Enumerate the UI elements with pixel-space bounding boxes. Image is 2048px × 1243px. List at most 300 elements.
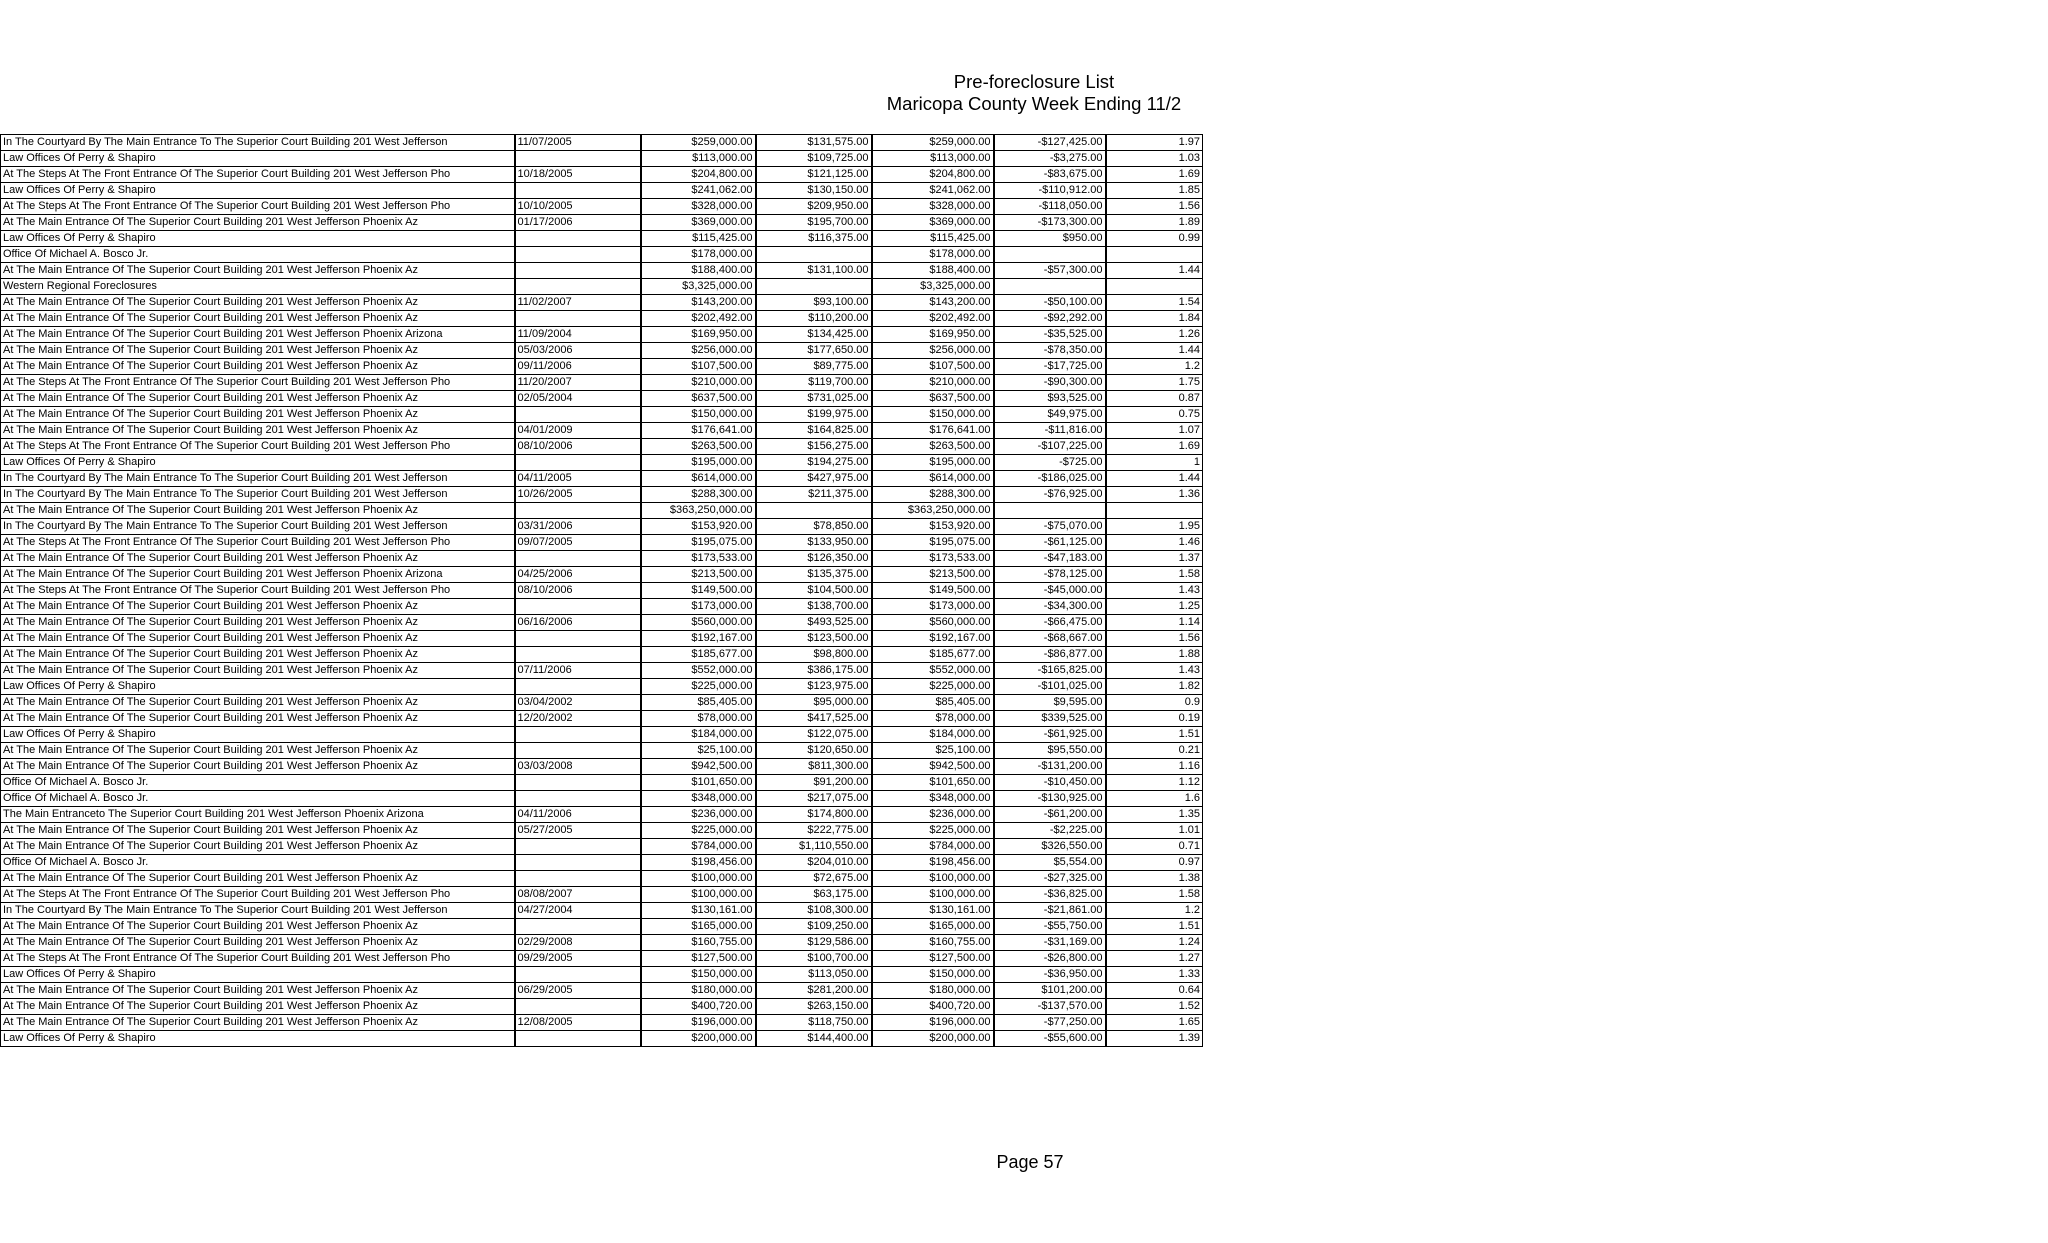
- ratio-cell: 1.2: [1106, 903, 1203, 919]
- value-cell: $199,975.00: [756, 407, 872, 423]
- amount-cell: $195,075.00: [641, 535, 756, 551]
- amount-cell: $369,000.00: [641, 215, 756, 231]
- location-cell: At The Steps At The Front Entrance Of The Superior Court Building 201 West Jefferson Pho: [1, 951, 515, 967]
- table-row: [1, 167, 1203, 183]
- table-row: [1, 471, 1203, 487]
- page-number: Page 57: [996, 1152, 1064, 1172]
- table-row: [1, 567, 1203, 583]
- location-cell: At The Steps At The Front Entrance Of The Superior Court Building 201 West Jefferson Pho: [1, 375, 515, 391]
- location-cell: At The Main Entrance Of The Superior Court Building 201 West Jefferson Phoenix Arizona: [1, 567, 515, 583]
- ratio-cell: 1.36: [1106, 487, 1203, 503]
- date-cell: 11/02/2007: [515, 295, 641, 311]
- page-title: Pre-foreclosure List: [953, 71, 1115, 92]
- value-cell: $811,300.00: [756, 759, 872, 775]
- location-cell: At The Main Entrance Of The Superior Court Building 201 West Jefferson Phoenix Az: [1, 263, 515, 279]
- amount-cell: $400,720.00: [641, 999, 756, 1015]
- ratio-cell: 1.44: [1106, 343, 1203, 359]
- table-row: [1, 343, 1203, 359]
- value-cell: $131,100.00: [756, 263, 872, 279]
- ratio-cell: 0.99: [1106, 231, 1203, 247]
- bid-cell: $169,950.00: [872, 327, 994, 343]
- table-row: [1, 455, 1203, 471]
- difference-cell: -$17,725.00: [994, 359, 1106, 375]
- table-row: [1, 199, 1203, 215]
- ratio-cell: 1.25: [1106, 599, 1203, 615]
- amount-cell: $259,000.00: [641, 135, 756, 151]
- date-cell: 04/25/2006: [515, 567, 641, 583]
- value-cell: $156,275.00: [756, 439, 872, 455]
- difference-cell: $101,200.00: [994, 983, 1106, 999]
- bid-cell: $143,200.00: [872, 295, 994, 311]
- table-row: [1, 279, 1203, 295]
- table-row: [1, 791, 1203, 807]
- date-cell: [515, 967, 641, 983]
- difference-cell: -$131,200.00: [994, 759, 1106, 775]
- amount-cell: $150,000.00: [641, 967, 756, 983]
- bid-cell: $127,500.00: [872, 951, 994, 967]
- location-cell: At The Main Entrance Of The Superior Court Building 201 West Jefferson Phoenix Az: [1, 615, 515, 631]
- difference-cell: -$36,950.00: [994, 967, 1106, 983]
- ratio-cell: 1.12: [1106, 775, 1203, 791]
- date-cell: 08/10/2006: [515, 439, 641, 455]
- amount-cell: $178,000.00: [641, 247, 756, 263]
- table-row: [1, 1031, 1203, 1047]
- ratio-cell: [1106, 503, 1203, 519]
- value-cell: $281,200.00: [756, 983, 872, 999]
- date-cell: [515, 151, 641, 167]
- date-cell: [515, 599, 641, 615]
- bid-cell: $942,500.00: [872, 759, 994, 775]
- location-cell: At The Main Entrance Of The Superior Court Building 201 West Jefferson Phoenix Az: [1, 311, 515, 327]
- value-cell: $731,025.00: [756, 391, 872, 407]
- ratio-cell: 1.37: [1106, 551, 1203, 567]
- ratio-cell: 1.85: [1106, 183, 1203, 199]
- ratio-cell: 0.97: [1106, 855, 1203, 871]
- location-cell: At The Main Entrance Of The Superior Court Building 201 West Jefferson Phoenix Az: [1, 983, 515, 999]
- ratio-cell: 1.82: [1106, 679, 1203, 695]
- date-cell: 03/03/2008: [515, 759, 641, 775]
- table-row: [1, 151, 1203, 167]
- bid-cell: $202,492.00: [872, 311, 994, 327]
- ratio-cell: 0.64: [1106, 983, 1203, 999]
- table-row: [1, 983, 1203, 999]
- difference-cell: -$34,300.00: [994, 599, 1106, 615]
- location-cell: Law Offices Of Perry & Shapiro: [1, 967, 515, 983]
- difference-cell: -$68,667.00: [994, 631, 1106, 647]
- location-cell: At The Steps At The Front Entrance Of The Superior Court Building 201 West Jefferson Pho: [1, 167, 515, 183]
- date-cell: 04/11/2006: [515, 807, 641, 823]
- page-subtitle: Maricopa County Week Ending 11/2: [886, 93, 1182, 114]
- difference-cell: -$165,825.00: [994, 663, 1106, 679]
- ratio-cell: 1.97: [1106, 135, 1203, 151]
- difference-cell: -$21,861.00: [994, 903, 1106, 919]
- value-cell: $98,800.00: [756, 647, 872, 663]
- amount-cell: $263,500.00: [641, 439, 756, 455]
- table-row: [1, 807, 1203, 823]
- amount-cell: $165,000.00: [641, 919, 756, 935]
- value-cell: $123,975.00: [756, 679, 872, 695]
- location-cell: At The Main Entrance Of The Superior Court Building 201 West Jefferson Phoenix Az: [1, 1015, 515, 1031]
- table-row: [1, 967, 1203, 983]
- amount-cell: $184,000.00: [641, 727, 756, 743]
- location-cell: At The Main Entrance Of The Superior Court Building 201 West Jefferson Phoenix Az: [1, 999, 515, 1015]
- difference-cell: -$11,816.00: [994, 423, 1106, 439]
- amount-cell: $204,800.00: [641, 167, 756, 183]
- difference-cell: -$55,600.00: [994, 1031, 1106, 1047]
- table-row: [1, 695, 1203, 711]
- location-cell: At The Main Entrance Of The Superior Court Building 201 West Jefferson Phoenix Arizona: [1, 327, 515, 343]
- value-cell: $263,150.00: [756, 999, 872, 1015]
- ratio-cell: 1.16: [1106, 759, 1203, 775]
- date-cell: [515, 791, 641, 807]
- location-cell: In The Courtyard By The Main Entrance To The Superior Court Building 201 West Jefferson: [1, 903, 515, 919]
- difference-cell: -$130,925.00: [994, 791, 1106, 807]
- table-row: [1, 391, 1203, 407]
- value-cell: $204,010.00: [756, 855, 872, 871]
- table-row: [1, 327, 1203, 343]
- bid-cell: $256,000.00: [872, 343, 994, 359]
- value-cell: $100,700.00: [756, 951, 872, 967]
- location-cell: At The Main Entrance Of The Superior Court Building 201 West Jefferson Phoenix Az: [1, 647, 515, 663]
- ratio-cell: 1.95: [1106, 519, 1203, 535]
- ratio-cell: 0.71: [1106, 839, 1203, 855]
- date-cell: 12/20/2002: [515, 711, 641, 727]
- bid-cell: $100,000.00: [872, 871, 994, 887]
- bid-cell: $348,000.00: [872, 791, 994, 807]
- bid-cell: $236,000.00: [872, 807, 994, 823]
- bid-cell: $178,000.00: [872, 247, 994, 263]
- amount-cell: $150,000.00: [641, 407, 756, 423]
- value-cell: $116,375.00: [756, 231, 872, 247]
- ratio-cell: 1.56: [1106, 199, 1203, 215]
- location-cell: Law Offices Of Perry & Shapiro: [1, 151, 515, 167]
- date-cell: [515, 775, 641, 791]
- difference-cell: $93,525.00: [994, 391, 1106, 407]
- table-row: [1, 519, 1203, 535]
- difference-cell: -$83,675.00: [994, 167, 1106, 183]
- table-row: [1, 759, 1203, 775]
- amount-cell: $149,500.00: [641, 583, 756, 599]
- date-cell: 10/26/2005: [515, 487, 641, 503]
- ratio-cell: 1.35: [1106, 807, 1203, 823]
- amount-cell: $552,000.00: [641, 663, 756, 679]
- location-cell: In The Courtyard By The Main Entrance To The Superior Court Building 201 West Jefferson: [1, 487, 515, 503]
- ratio-cell: 1.03: [1106, 151, 1203, 167]
- location-cell: Law Offices Of Perry & Shapiro: [1, 231, 515, 247]
- bid-cell: $153,920.00: [872, 519, 994, 535]
- ratio-cell: 1.01: [1106, 823, 1203, 839]
- bid-cell: $3,325,000.00: [872, 279, 994, 295]
- difference-cell: -$66,475.00: [994, 615, 1106, 631]
- ratio-cell: 1.38: [1106, 871, 1203, 887]
- amount-cell: $127,500.00: [641, 951, 756, 967]
- location-cell: At The Main Entrance Of The Superior Court Building 201 West Jefferson Phoenix Az: [1, 295, 515, 311]
- difference-cell: -$50,100.00: [994, 295, 1106, 311]
- table-row: [1, 535, 1203, 551]
- difference-cell: -$110,912.00: [994, 183, 1106, 199]
- amount-cell: $115,425.00: [641, 231, 756, 247]
- location-cell: Law Offices Of Perry & Shapiro: [1, 183, 515, 199]
- table-row: [1, 775, 1203, 791]
- date-cell: 06/29/2005: [515, 983, 641, 999]
- amount-cell: $169,950.00: [641, 327, 756, 343]
- table-row: [1, 951, 1203, 967]
- date-cell: [515, 631, 641, 647]
- table-row: [1, 583, 1203, 599]
- amount-cell: $200,000.00: [641, 1031, 756, 1047]
- date-cell: 11/07/2005: [515, 135, 641, 151]
- ratio-cell: 1.14: [1106, 615, 1203, 631]
- value-cell: $104,500.00: [756, 583, 872, 599]
- bid-cell: $225,000.00: [872, 679, 994, 695]
- value-cell: $126,350.00: [756, 551, 872, 567]
- date-cell: [515, 743, 641, 759]
- location-cell: At The Main Entrance Of The Superior Court Building 201 West Jefferson Phoenix Az: [1, 919, 515, 935]
- date-cell: 10/10/2005: [515, 199, 641, 215]
- amount-cell: $363,250,000.00: [641, 503, 756, 519]
- difference-cell: -$118,050.00: [994, 199, 1106, 215]
- ratio-cell: 1.65: [1106, 1015, 1203, 1031]
- ratio-cell: 0.19: [1106, 711, 1203, 727]
- location-cell: At The Main Entrance Of The Superior Court Building 201 West Jefferson Phoenix Az: [1, 423, 515, 439]
- bid-cell: $210,000.00: [872, 375, 994, 391]
- location-cell: At The Steps At The Front Entrance Of The Superior Court Building 201 West Jefferson Pho: [1, 199, 515, 215]
- date-cell: 05/03/2006: [515, 343, 641, 359]
- table-row: [1, 503, 1203, 519]
- table-row: [1, 711, 1203, 727]
- bid-cell: $150,000.00: [872, 967, 994, 983]
- value-cell: $93,100.00: [756, 295, 872, 311]
- date-cell: [515, 503, 641, 519]
- bid-cell: $328,000.00: [872, 199, 994, 215]
- ratio-cell: 1.51: [1106, 919, 1203, 935]
- difference-cell: -$78,125.00: [994, 567, 1106, 583]
- date-cell: 09/29/2005: [515, 951, 641, 967]
- table-row: [1, 263, 1203, 279]
- value-cell: $138,700.00: [756, 599, 872, 615]
- value-cell: $129,586.00: [756, 935, 872, 951]
- difference-cell: -$186,025.00: [994, 471, 1106, 487]
- difference-cell: [994, 503, 1106, 519]
- date-cell: 08/10/2006: [515, 583, 641, 599]
- location-cell: Law Offices Of Perry & Shapiro: [1, 727, 515, 743]
- table-row: [1, 871, 1203, 887]
- ratio-cell: 1.69: [1106, 167, 1203, 183]
- table-row: [1, 551, 1203, 567]
- difference-cell: -$3,275.00: [994, 151, 1106, 167]
- difference-cell: -$61,200.00: [994, 807, 1106, 823]
- table-row: [1, 135, 1203, 151]
- difference-cell: -$36,825.00: [994, 887, 1106, 903]
- table-row: [1, 727, 1203, 743]
- bid-cell: $165,000.00: [872, 919, 994, 935]
- date-cell: [515, 679, 641, 695]
- bid-cell: $195,075.00: [872, 535, 994, 551]
- value-cell: $493,525.00: [756, 615, 872, 631]
- location-cell: Western Regional Foreclosures: [1, 279, 515, 295]
- date-cell: [515, 855, 641, 871]
- date-cell: [515, 727, 641, 743]
- value-cell: $133,950.00: [756, 535, 872, 551]
- difference-cell: -$57,300.00: [994, 263, 1106, 279]
- date-cell: 05/27/2005: [515, 823, 641, 839]
- value-cell: $177,650.00: [756, 343, 872, 359]
- location-cell: At The Steps At The Front Entrance Of The Superior Court Building 201 West Jefferson Pho: [1, 887, 515, 903]
- amount-cell: $348,000.00: [641, 791, 756, 807]
- bid-cell: $130,161.00: [872, 903, 994, 919]
- location-cell: At The Main Entrance Of The Superior Court Building 201 West Jefferson Phoenix Az: [1, 759, 515, 775]
- difference-cell: -$92,292.00: [994, 311, 1106, 327]
- difference-cell: -$55,750.00: [994, 919, 1106, 935]
- location-cell: At The Steps At The Front Entrance Of The Superior Court Building 201 West Jefferson Pho: [1, 439, 515, 455]
- amount-cell: $560,000.00: [641, 615, 756, 631]
- date-cell: 03/04/2002: [515, 695, 641, 711]
- difference-cell: -$26,800.00: [994, 951, 1106, 967]
- bid-cell: $263,500.00: [872, 439, 994, 455]
- value-cell: $109,725.00: [756, 151, 872, 167]
- amount-cell: $328,000.00: [641, 199, 756, 215]
- location-cell: At The Main Entrance Of The Superior Court Building 201 West Jefferson Phoenix Az: [1, 343, 515, 359]
- bid-cell: $259,000.00: [872, 135, 994, 151]
- difference-cell: $950.00: [994, 231, 1106, 247]
- bid-cell: $176,641.00: [872, 423, 994, 439]
- difference-cell: [994, 279, 1106, 295]
- ratio-cell: 1.44: [1106, 263, 1203, 279]
- ratio-cell: 1.26: [1106, 327, 1203, 343]
- location-cell: At The Main Entrance Of The Superior Court Building 201 West Jefferson Phoenix Az: [1, 551, 515, 567]
- bid-cell: $160,755.00: [872, 935, 994, 951]
- location-cell: At The Main Entrance Of The Superior Court Building 201 West Jefferson Phoenix Az: [1, 663, 515, 679]
- table-row: [1, 999, 1203, 1015]
- table-row: [1, 487, 1203, 503]
- ratio-cell: 0.9: [1106, 695, 1203, 711]
- value-cell: $78,850.00: [756, 519, 872, 535]
- value-cell: $109,250.00: [756, 919, 872, 935]
- difference-cell: $339,525.00: [994, 711, 1106, 727]
- date-cell: 04/01/2009: [515, 423, 641, 439]
- difference-cell: -$173,300.00: [994, 215, 1106, 231]
- value-cell: $91,200.00: [756, 775, 872, 791]
- table-row: [1, 647, 1203, 663]
- table-row: [1, 247, 1203, 263]
- table-row: [1, 375, 1203, 391]
- difference-cell: -$27,325.00: [994, 871, 1106, 887]
- location-cell: In The Courtyard By The Main Entrance To The Superior Court Building 201 West Jefferson: [1, 519, 515, 535]
- value-cell: $130,150.00: [756, 183, 872, 199]
- bid-cell: $400,720.00: [872, 999, 994, 1015]
- amount-cell: $113,000.00: [641, 151, 756, 167]
- bid-cell: $241,062.00: [872, 183, 994, 199]
- amount-cell: $288,300.00: [641, 487, 756, 503]
- table-row: [1, 439, 1203, 455]
- bid-cell: $369,000.00: [872, 215, 994, 231]
- value-cell: [756, 503, 872, 519]
- bid-cell: $85,405.00: [872, 695, 994, 711]
- bid-cell: $195,000.00: [872, 455, 994, 471]
- date-cell: [515, 247, 641, 263]
- ratio-cell: 1.27: [1106, 951, 1203, 967]
- bid-cell: $552,000.00: [872, 663, 994, 679]
- difference-cell: $326,550.00: [994, 839, 1106, 855]
- ratio-cell: 0.75: [1106, 407, 1203, 423]
- ratio-cell: 1.24: [1106, 935, 1203, 951]
- amount-cell: $176,641.00: [641, 423, 756, 439]
- date-cell: [515, 647, 641, 663]
- amount-cell: $107,500.00: [641, 359, 756, 375]
- ratio-cell: [1106, 279, 1203, 295]
- location-cell: At The Steps At The Front Entrance Of The Superior Court Building 201 West Jefferson Pho: [1, 583, 515, 599]
- location-cell: At The Main Entrance Of The Superior Court Building 201 West Jefferson Phoenix Az: [1, 839, 515, 855]
- location-cell: At The Main Entrance Of The Superior Court Building 201 West Jefferson Phoenix Az: [1, 215, 515, 231]
- bid-cell: $173,000.00: [872, 599, 994, 615]
- table-row: [1, 215, 1203, 231]
- date-cell: [515, 455, 641, 471]
- ratio-cell: 1.89: [1106, 215, 1203, 231]
- amount-cell: $173,000.00: [641, 599, 756, 615]
- difference-cell: -$10,450.00: [994, 775, 1106, 791]
- ratio-cell: 1.51: [1106, 727, 1203, 743]
- date-cell: 07/11/2006: [515, 663, 641, 679]
- bid-cell: $149,500.00: [872, 583, 994, 599]
- location-cell: At The Main Entrance Of The Superior Court Building 201 West Jefferson Phoenix Az: [1, 359, 515, 375]
- ratio-cell: 1.6: [1106, 791, 1203, 807]
- value-cell: $217,075.00: [756, 791, 872, 807]
- date-cell: [515, 407, 641, 423]
- date-cell: [515, 871, 641, 887]
- value-cell: $135,375.00: [756, 567, 872, 583]
- table-row: [1, 631, 1203, 647]
- table-row: [1, 183, 1203, 199]
- location-cell: At The Main Entrance Of The Superior Court Building 201 West Jefferson Phoenix Az: [1, 631, 515, 647]
- location-cell: At The Main Entrance Of The Superior Court Building 201 West Jefferson Phoenix Az: [1, 823, 515, 839]
- difference-cell: [994, 247, 1106, 263]
- difference-cell: -$107,225.00: [994, 439, 1106, 455]
- bid-cell: $196,000.00: [872, 1015, 994, 1031]
- value-cell: $222,775.00: [756, 823, 872, 839]
- ratio-cell: 1.43: [1106, 663, 1203, 679]
- bid-cell: $225,000.00: [872, 823, 994, 839]
- amount-cell: $225,000.00: [641, 823, 756, 839]
- bid-cell: $560,000.00: [872, 615, 994, 631]
- value-cell: $108,300.00: [756, 903, 872, 919]
- bid-cell: $614,000.00: [872, 471, 994, 487]
- ratio-cell: 1.58: [1106, 887, 1203, 903]
- difference-cell: -$61,125.00: [994, 535, 1106, 551]
- date-cell: 01/17/2006: [515, 215, 641, 231]
- date-cell: [515, 183, 641, 199]
- location-cell: Office Of Michael A. Bosco Jr.: [1, 247, 515, 263]
- difference-cell: -$725.00: [994, 455, 1106, 471]
- date-cell: 04/27/2004: [515, 903, 641, 919]
- value-cell: $63,175.00: [756, 887, 872, 903]
- date-cell: [515, 999, 641, 1015]
- date-cell: 12/08/2005: [515, 1015, 641, 1031]
- value-cell: $131,575.00: [756, 135, 872, 151]
- ratio-cell: [1106, 247, 1203, 263]
- difference-cell: -$31,169.00: [994, 935, 1106, 951]
- date-cell: 02/29/2008: [515, 935, 641, 951]
- bid-cell: $185,677.00: [872, 647, 994, 663]
- ratio-cell: 1.44: [1106, 471, 1203, 487]
- value-cell: $122,075.00: [756, 727, 872, 743]
- bid-cell: $173,533.00: [872, 551, 994, 567]
- table-row: [1, 887, 1203, 903]
- location-cell: At The Main Entrance Of The Superior Court Building 201 West Jefferson Phoenix Az: [1, 695, 515, 711]
- date-cell: 03/31/2006: [515, 519, 641, 535]
- bid-cell: $100,000.00: [872, 887, 994, 903]
- ratio-cell: 1.07: [1106, 423, 1203, 439]
- amount-cell: $192,167.00: [641, 631, 756, 647]
